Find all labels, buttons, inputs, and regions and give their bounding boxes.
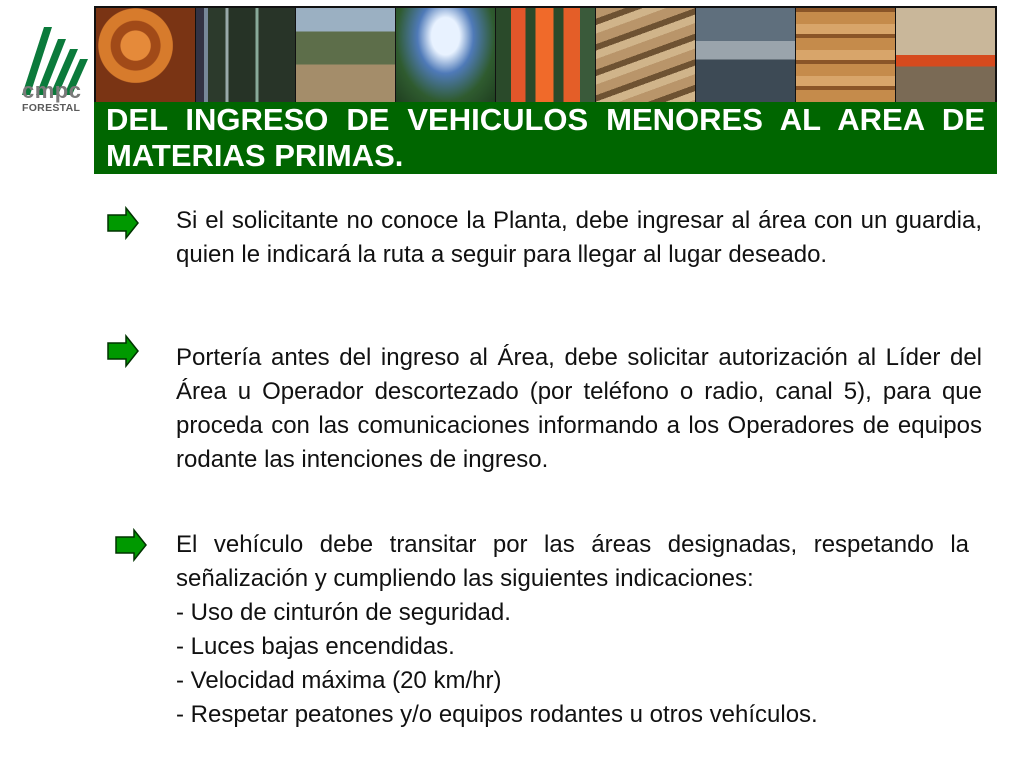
page-title: DEL INGRESO DE VEHICULOS MENORES AL AREA DE MATERIAS PRIMAS. (106, 102, 985, 173)
logo-brand: cmpc (22, 78, 82, 103)
logo-division: FORESTAL (22, 102, 81, 114)
sawmill-photo (696, 8, 796, 102)
list-item: - Respetar peatones y/o equipos rodantes u otros vehículos. (176, 701, 818, 728)
forklift-lumber-photo (896, 8, 995, 102)
bullet-intro: El vehículo debe transitar por las áreas designadas, respetando la señalización y cumpliendo las siguientes indicaciones: (176, 531, 969, 592)
workers-photo (496, 8, 596, 102)
arrow-right-icon (106, 206, 140, 240)
forest-road-photo (196, 8, 296, 102)
deer-forest-photo (296, 8, 396, 102)
title-bar (94, 102, 997, 174)
tree-canopy-photo (396, 8, 496, 102)
list-item: - Luces bajas encendidas. (176, 633, 455, 660)
arrow-right-icon (114, 528, 148, 562)
lumber-stacks-photo (796, 8, 896, 102)
photo-banner (94, 6, 997, 104)
logs-photo (596, 8, 696, 102)
bullet-text: Portería antes del ingreso al Área, debe solicitar autorización al Líder del Área u Operador descortezado (por teléfono o radio, canal 5), para que proceda con las comunicaciones informando a los Operadores de equipos rodante las intenciones de ingreso. (176, 344, 982, 473)
list-item: - Uso de cinturón de seguridad. (176, 599, 511, 626)
bullet-text: Si el solicitante no conoce la Planta, debe ingresar al área con un guardia, quien le indicará la ruta a seguir para llegar al lugar deseado. (176, 207, 982, 268)
list-item: - Velocidad máxima (20 km/hr) (176, 667, 502, 694)
bullet-block (176, 528, 969, 732)
arrow-right-icon (106, 334, 140, 368)
pine-cone-photo (96, 8, 196, 102)
